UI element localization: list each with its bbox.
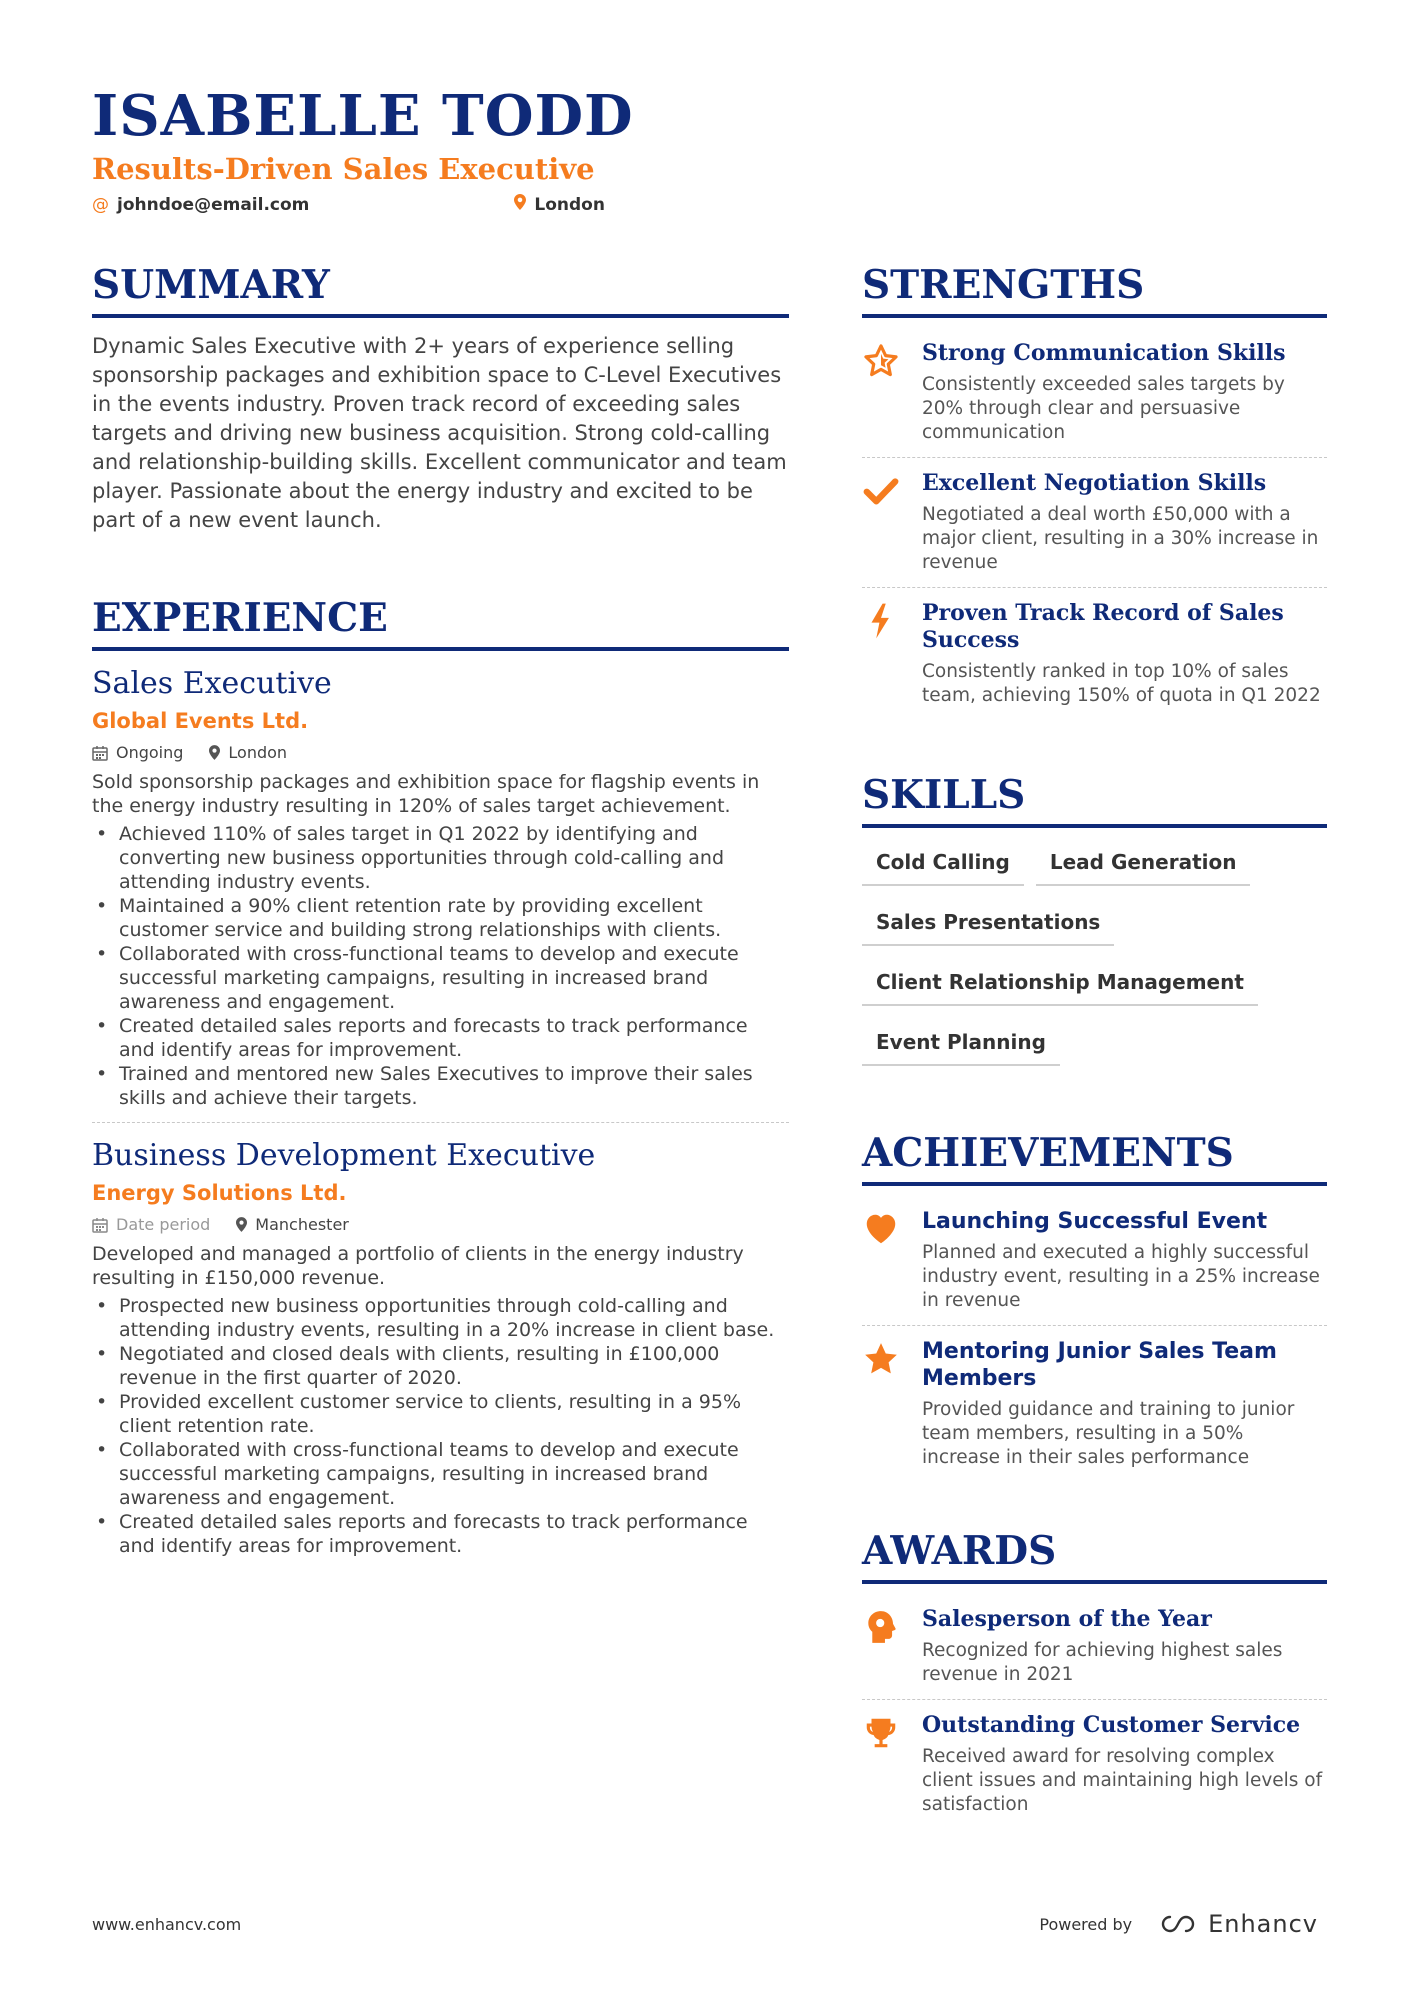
strength-title: Excellent Negotiation Skills (922, 470, 1267, 496)
strength-title: Proven Track Record of Sales Success (922, 600, 1284, 653)
job-meta (92, 743, 789, 762)
email-text: johndoe@email.com (117, 194, 310, 215)
job-bullet: • Provided excellent customer service to clients, resulting in a 95% client retention rate. (92, 1390, 789, 1438)
award-item (862, 1700, 1327, 1829)
star-outline-icon (862, 340, 922, 445)
job-bullet: • Created detailed sales reports and forecasts to track performance and identify areas for improvement. (92, 1014, 789, 1062)
skills-heading: SKILLS (862, 772, 1327, 828)
awards-heading: AWARDS (862, 1528, 1327, 1584)
award-desc: Received award for resolving complex client issues and maintaining high levels of satisfaction (922, 1746, 1323, 1815)
job-bullet: • Prospected new business opportunities through cold-calling and attending industry events, resulting in a 20% increase in client base. (92, 1294, 789, 1342)
job-description: Developed and managed a portfolio of clients in the energy industry resulting in £150,000 revenue. (92, 1243, 744, 1289)
map-pin-icon (514, 194, 526, 215)
skill-tag: Sales Presentations (862, 902, 1114, 946)
map-pin-icon (209, 745, 220, 760)
contact-email[interactable] (92, 194, 309, 215)
location-text: London (534, 194, 605, 215)
summary-section (92, 262, 789, 535)
skill-tag: Event Planning (862, 1022, 1060, 1066)
skills-section (862, 772, 1327, 1082)
checkmark-icon (862, 470, 922, 575)
powered-by (1039, 1910, 1318, 1938)
enhancv-logo[interactable] (1156, 1910, 1318, 1938)
achievement-desc: Planned and executed a highly successful industry event, resulting in a 25% increase in revenue (922, 1242, 1320, 1311)
job-entry (92, 651, 789, 1123)
job-period-text: Ongoing (116, 743, 184, 762)
at-icon: @ (92, 194, 109, 215)
job-bullet: • Created detailed sales reports and forecasts to track performance and identify areas for improvement. (92, 1510, 789, 1558)
left-column (92, 262, 789, 1558)
calendar-icon (92, 1217, 108, 1233)
job-entry (92, 1123, 789, 1558)
strength-item (862, 458, 1327, 588)
company-name: Global Events Ltd. (92, 709, 309, 733)
job-bullet: • Trained and mentored new Sales Executives to improve their sales skills and achieve their targets. (92, 1062, 789, 1110)
strength-item (862, 588, 1327, 720)
job-title: Business Development Executive (92, 1138, 596, 1173)
strength-title: Strong Communication Skills (922, 340, 1286, 366)
achievement-desc: Provided guidance and training to junior team members, resulting in a 50% increase in their sales performance (922, 1399, 1295, 1468)
achievements-heading: ACHIEVEMENTS (862, 1130, 1327, 1186)
skill-tag: Cold Calling (862, 842, 1024, 886)
achievements-section (862, 1130, 1327, 1482)
job-location (209, 743, 287, 762)
job-bullet: • Collaborated with cross-functional teams to develop and execute successful marketing campaigns, resulting in increased brand awareness and engagement. (92, 1438, 789, 1510)
contact-location (514, 194, 605, 215)
summary-heading: SUMMARY (92, 262, 789, 318)
award-title: Outstanding Customer Service (922, 1712, 1301, 1738)
calendar-icon (92, 745, 108, 761)
footer-url[interactable]: www.enhancv.com (92, 1914, 242, 1934)
lightning-icon (862, 600, 922, 708)
head-icon (862, 1606, 922, 1687)
job-meta (92, 1215, 789, 1234)
job-location-text: London (228, 743, 288, 762)
job-period-text: Date period (116, 1215, 211, 1234)
skill-tag: Client Relationship Management (862, 962, 1258, 1006)
job-bullets (92, 822, 789, 1110)
job-bullet: • Negotiated and closed deals with clients, resulting in £100,000 revenue in the first quarter of 2020. (92, 1342, 789, 1390)
achievement-title: Mentoring Junior Sales Team Members (922, 1339, 1277, 1391)
job-bullet: • Maintained a 90% client retention rate by providing excellent customer service and building strong relationships with clients. (92, 894, 789, 942)
experience-heading: EXPERIENCE (92, 595, 789, 651)
page-footer (92, 1910, 1318, 1938)
job-bullets (92, 1294, 789, 1558)
award-item (862, 1594, 1327, 1700)
achievement-item (862, 1196, 1327, 1326)
job-location-text: Manchester (255, 1215, 349, 1234)
strengths-section (862, 262, 1327, 720)
awards-section (862, 1528, 1327, 1829)
job-title: Sales Executive (92, 666, 332, 701)
brand-text: Enhancv (1208, 1910, 1318, 1938)
job-location (236, 1215, 349, 1234)
skill-tag: Lead Generation (1036, 842, 1251, 886)
right-column (862, 262, 1327, 1829)
job-bullet: • Achieved 110% of sales target in Q1 2022 by identifying and converting new business opportunities through cold-calling and attending industry events. (92, 822, 789, 894)
job-period (92, 743, 183, 762)
award-title: Salesperson of the Year (922, 1606, 1212, 1632)
powered-by-label: Powered by (1039, 1914, 1133, 1934)
job-bullet: • Collaborated with cross-functional teams to develop and execute successful marketing campaigns, resulting in increased brand awareness and engagement. (92, 942, 789, 1014)
strengths-heading: STRENGTHS (862, 262, 1327, 318)
strength-desc: Consistently exceeded sales targets by 20% through clear and persuasive communication (922, 374, 1285, 443)
experience-section (92, 595, 789, 1558)
award-desc: Recognized for achieving highest sales revenue in 2021 (922, 1640, 1283, 1685)
star-icon (862, 1338, 922, 1470)
achievement-title: Launching Successful Event (922, 1209, 1268, 1234)
job-period (92, 1215, 210, 1234)
heart-icon (862, 1208, 922, 1313)
skills-list (862, 842, 1327, 1082)
candidate-name: ISABELLE TODD (92, 83, 634, 149)
enhancv-logo-icon (1156, 1913, 1200, 1935)
strength-item (862, 328, 1327, 458)
strength-desc: Consistently ranked in top 10% of sales team, achieving 150% of quota in Q1 2022 (922, 661, 1321, 706)
trophy-icon (862, 1712, 922, 1817)
resume-header (92, 84, 892, 215)
company-name: Energy Solutions Ltd. (92, 1181, 347, 1205)
job-description: Sold sponsorship packages and exhibition space for flagship events in the energy industry resulting in 120% of sales target achievement. (92, 771, 760, 817)
map-pin-icon (236, 1217, 247, 1232)
strength-desc: Negotiated a deal worth £50,000 with a major client, resulting in a 30% increase in revenue (922, 504, 1319, 573)
contact-info (92, 194, 892, 215)
summary-text: Dynamic Sales Executive with 2+ years of experience selling sponsorship packages and exhibition space to C-Level Executives in the events industry. Proven track record of exceeding sales targets and driving new business acquisition. Strong cold-calling and relationship-building skills. Excellent communicator and team player. Passionate about the energy industry and excited to be part of a new event launch. (92, 334, 787, 532)
achievement-item (862, 1326, 1327, 1482)
candidate-title: Results-Driven Sales Executive (92, 152, 595, 186)
